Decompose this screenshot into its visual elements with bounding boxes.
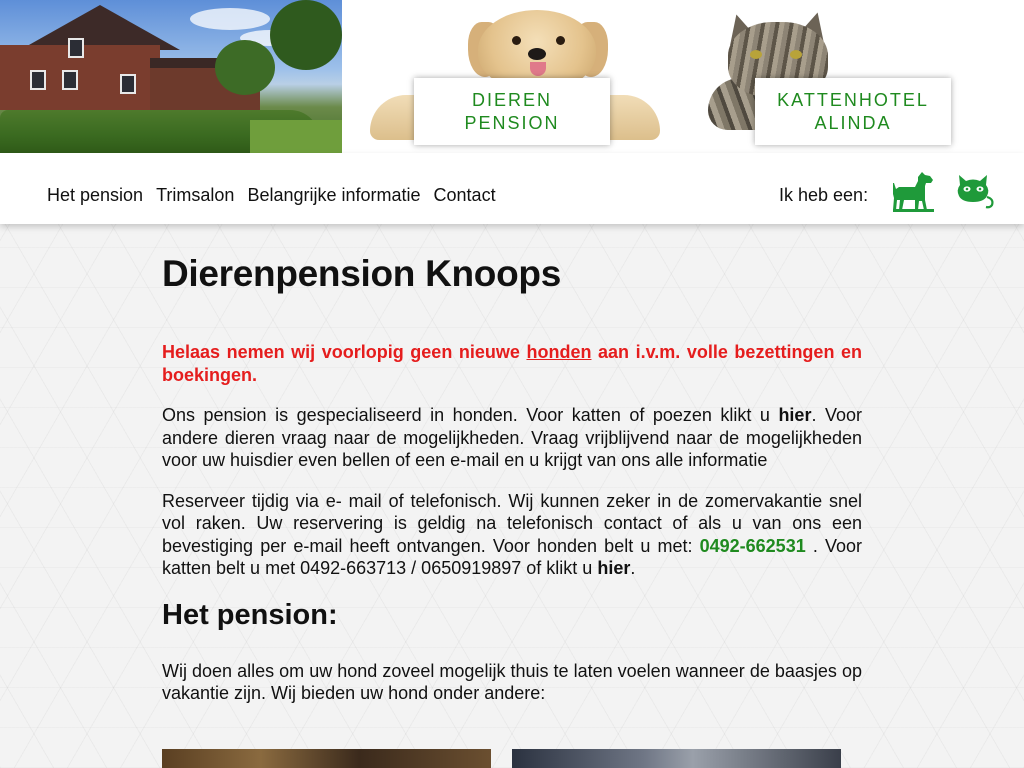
- dierenpension-link[interactable]: [414, 78, 610, 145]
- dierenpension-line1: DIEREN: [471, 89, 552, 110]
- nav-menu: [47, 185, 496, 206]
- kattenhotel-line2: ALINDA: [814, 112, 892, 133]
- gallery-photo: [162, 749, 491, 768]
- intro-paragraph: [162, 404, 862, 472]
- dog-icon[interactable]: [893, 170, 934, 212]
- kattenhotel-link[interactable]: [755, 78, 951, 145]
- reservation-text-before: Reserveer tijdig via e- mail of telefonisch. Wij kunnen zeker in de zomervakantie snel vol raken. Uw reservering is geldig na telefonisch contact of als u van ons een bevestiging per e-mail heeft ontvangen. Voor honden belt u met:: [162, 490, 862, 556]
- availability-notice: [162, 341, 862, 386]
- cats-hier-link[interactable]: hier: [778, 405, 812, 425]
- honden-link[interactable]: honden: [526, 342, 592, 362]
- reservation-text-middle: . Voor katten belt u met 0492-663713 / 0650919897 of klikt u: [162, 535, 863, 578]
- gallery-photo: [512, 749, 841, 768]
- dog-phone-number[interactable]: 0492-662531: [699, 535, 806, 556]
- notice-text-before: Helaas nemen wij voorlopig geen nieuwe: [162, 342, 527, 362]
- pet-selector-label: Ik heb een:: [779, 185, 869, 205]
- nav-item-trimsalon[interactable]: Trimsalon: [156, 185, 235, 205]
- reservation-text-after: .: [630, 558, 636, 578]
- header-banner: [0, 0, 1024, 153]
- nav-item-belangrijke-informatie[interactable]: Belangrijke informatie: [247, 185, 421, 205]
- intro-text-before: Ons pension is gespecialiseerd in honden. Voor katten of poezen klikt u: [162, 405, 779, 425]
- dog-icon-active-underline: [893, 209, 934, 212]
- main-navbar: [0, 153, 1024, 224]
- reservation-paragraph: [162, 490, 862, 580]
- nav-item-het-pension[interactable]: Het pension: [47, 185, 144, 205]
- cats-hier-link-2[interactable]: hier: [597, 558, 631, 578]
- photo-gallery: [162, 749, 842, 768]
- dierenpension-line2: PENSION: [464, 112, 560, 133]
- pension-house-photo: [0, 0, 342, 153]
- nav-item-contact[interactable]: Contact: [433, 185, 496, 205]
- cat-icon[interactable]: [955, 173, 995, 209]
- kattenhotel-line1: KATTENHOTEL: [777, 89, 929, 110]
- section-paragraph: Wij doen alles om uw hond zoveel mogelijk thuis te laten voelen wanneer de baasjes op vakantie zijn. Wij bieden uw hond onder andere:: [162, 660, 862, 703]
- section-title-het-pension: Het pension:: [162, 598, 338, 631]
- main-content: [162, 252, 862, 723]
- intro-text-after: . Voor andere dieren vraag naar de mogelijkheden. Vraag vrijblijvend naar de mogelijkheden voor uw huisdier even bellen of een e-mail en u krijgt van ons alle informatie: [162, 405, 862, 470]
- page-title: Dierenpension Knoops: [162, 253, 561, 294]
- notice-text-after: aan i.v.m. volle bezettingen en boekingen.: [162, 342, 863, 385]
